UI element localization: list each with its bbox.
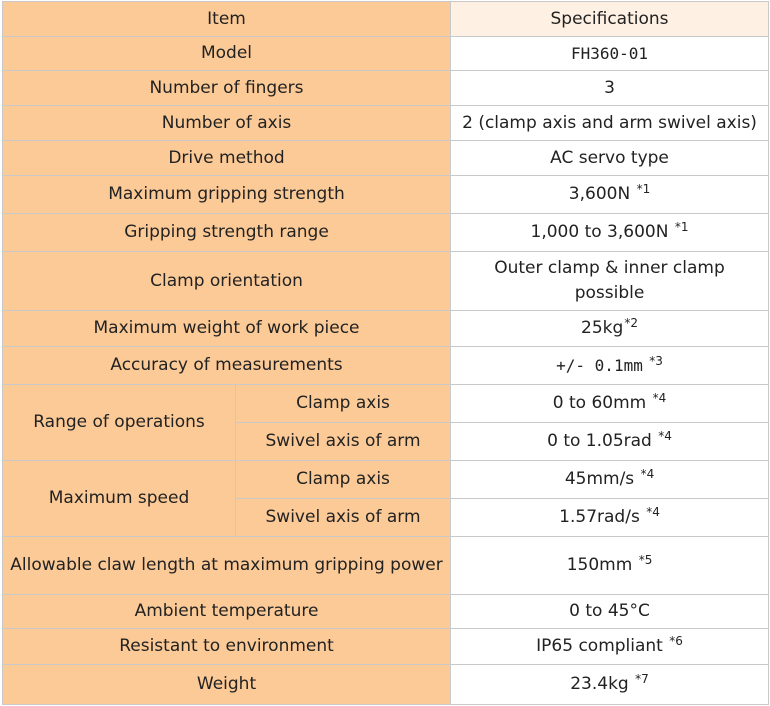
row-value: AC servo type — [451, 141, 769, 176]
table-row — [3, 176, 769, 214]
footnote-marker: *7 — [635, 672, 649, 686]
row-value: +/- 0.1mm $^{*3}$ — [451, 347, 769, 385]
row-value: 0 to 45°C — [451, 595, 769, 629]
row-value: 2 (clamp axis and arm swivel axis) — [451, 106, 769, 141]
header-specifications: Specifications — [451, 2, 769, 37]
row-label: Accuracy of measurements — [3, 347, 451, 385]
row-value: 150mm $^{*5}$ — [451, 537, 769, 595]
footnote-marker: *1 — [674, 220, 689, 234]
group-label: Range of operations — [3, 385, 236, 461]
row-label: Number of fingers — [3, 71, 451, 106]
row-value: IP65 compliant $^{*6}$ — [451, 629, 769, 665]
footnote-marker: *5 — [638, 553, 653, 567]
row-label: Maximum weight of work piece — [3, 311, 451, 347]
table-row — [3, 311, 769, 347]
row-label: Allowable claw length at maximum gripping power — [3, 537, 451, 595]
row-value: 1,000 to 3,600N $^{*1}$ — [451, 214, 769, 252]
row-value: Outer clamp & inner clamp possible — [451, 252, 769, 311]
table-row — [3, 252, 769, 311]
sub-label: Swivel axis of arm — [236, 423, 451, 461]
table-row — [3, 629, 769, 665]
row-label: Clamp orientation — [3, 252, 451, 311]
table-row — [3, 461, 769, 499]
row-value: 23.4kg $^{*7}$ — [451, 665, 769, 705]
sub-label: Clamp axis — [236, 461, 451, 499]
table-row — [3, 106, 769, 141]
table-row — [3, 385, 769, 423]
row-value: 0 to 60mm $^{*4}$ — [451, 385, 769, 423]
row-label: Weight — [3, 665, 451, 705]
footnote-marker: *4 — [640, 467, 655, 481]
row-label: Number of axis — [3, 106, 451, 141]
footnote-marker: *4 — [658, 429, 672, 443]
row-label: Resistant to environment — [3, 629, 451, 665]
row-value: FH360-01 — [451, 37, 769, 71]
row-label: Gripping strength range — [3, 214, 451, 252]
row-label: Ambient temperature — [3, 595, 451, 629]
row-value: 45mm/s $^{*4}$ — [451, 461, 769, 499]
header-item: Item — [3, 2, 451, 37]
sub-label: Swivel axis of arm — [236, 499, 451, 537]
row-value: 3 — [451, 71, 769, 106]
footnote-marker: *3 — [649, 353, 663, 368]
row-label: Maximum gripping strength — [3, 176, 451, 214]
row-value: 3,600N $^{*1}$ — [451, 176, 769, 214]
table-row — [3, 214, 769, 252]
footnote-marker: *4 — [646, 505, 660, 519]
sub-label: Clamp axis — [236, 385, 451, 423]
footnote-marker: *4 — [652, 391, 667, 405]
footnote-marker: *2 — [624, 316, 638, 330]
table-row — [3, 71, 769, 106]
spec-table — [2, 1, 769, 705]
table-header-row — [3, 2, 769, 37]
row-value: $25kg^{*2}$ — [451, 311, 769, 347]
row-value: 0 to 1.05rad $^{*4}$ — [451, 423, 769, 461]
table-row — [3, 665, 769, 705]
footnote-marker: *6 — [669, 634, 683, 648]
table-row — [3, 537, 769, 595]
row-label: Drive method — [3, 141, 451, 176]
footnote-marker: *1 — [636, 182, 651, 196]
row-value: 1.57rad/s $^{*4}$ — [451, 499, 769, 537]
row-label: Model — [3, 37, 451, 71]
group-label: Maximum speed — [3, 461, 236, 537]
table-row — [3, 595, 769, 629]
table-row — [3, 347, 769, 385]
table-row — [3, 37, 769, 71]
table-row — [3, 141, 769, 176]
